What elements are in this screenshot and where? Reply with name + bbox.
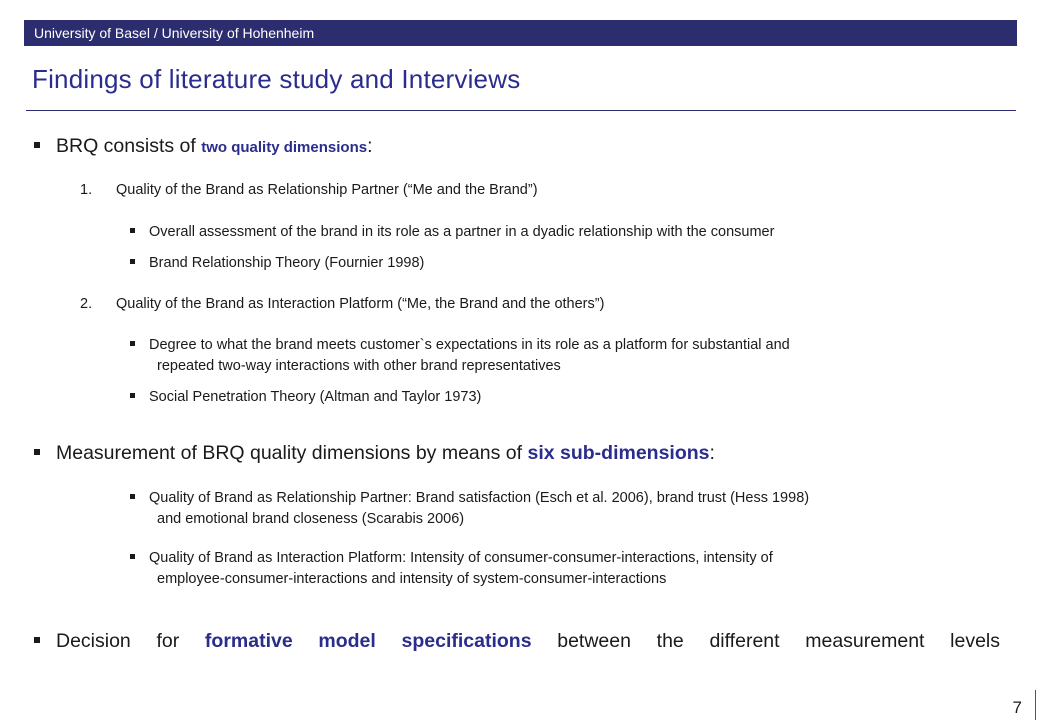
page-number-divider [1035, 690, 1036, 720]
square-bullet-icon [130, 228, 135, 233]
slide-title: Findings of literature study and Interviews [32, 64, 521, 94]
dimension-item-1 [80, 182, 538, 198]
square-bullet-icon [130, 554, 135, 559]
sub-bullet-social-penetration [130, 387, 1010, 408]
sub-bullet-overall-assessment [130, 222, 1010, 243]
bullet-highlight: two quality dimensions [201, 139, 368, 156]
square-bullet-icon [130, 341, 135, 346]
sub-bullet-text: Quality of Brand as Relationship Partner: Brand satisfaction (Esch et al. 2006), brand trust (Hess 1998) [149, 490, 810, 506]
bullet-highlight: formative model specifications [204, 630, 532, 652]
bullet-formative-model [34, 630, 1000, 653]
bullet-quality-dimensions [34, 135, 373, 158]
square-bullet-icon [34, 142, 40, 148]
dimension-item-2 [80, 296, 604, 312]
square-bullet-icon [34, 637, 40, 643]
sub-bullet-fournier [130, 253, 1010, 274]
bullet-text-end: : [367, 135, 373, 157]
sub-bullet-relationship-partner [130, 488, 1010, 530]
institution-label: University of Basel / University of Hohenheim [34, 25, 315, 41]
bullet-text-end: between the different measurement levels [531, 630, 1000, 652]
list-number: 2. [80, 296, 93, 312]
square-bullet-icon [34, 449, 40, 455]
list-number: 1. [80, 182, 93, 198]
sub-bullet-degree [130, 335, 1010, 377]
sub-bullet-text-continued: employee-consumer-interactions and intensity of system-consumer-interactions [157, 571, 667, 587]
sub-bullet-text: Social Penetration Theory (Altman and Taylor 1973) [149, 389, 482, 405]
bullet-highlight: six sub-dimensions [527, 442, 710, 464]
dimension-text: Quality of the Brand as Interaction Platform (“Me, the Brand and the others”) [116, 296, 605, 312]
sub-bullet-text: Brand Relationship Theory (Fournier 1998) [149, 255, 425, 271]
square-bullet-icon [130, 494, 135, 499]
bullet-measurement [34, 442, 715, 465]
square-bullet-icon [130, 259, 135, 264]
square-bullet-icon [130, 393, 135, 398]
bullet-text-end: : [709, 442, 715, 464]
sub-bullet-text-continued: repeated two-way interactions with other brand representatives [157, 358, 561, 374]
page-number: 7 [1012, 698, 1022, 717]
bullet-text: Measurement of BRQ quality dimensions by means of [56, 442, 528, 464]
sub-bullet-text: Quality of Brand as Interaction Platform: Intensity of consumer-consumer-interactions, intensity of [149, 550, 773, 566]
sub-bullet-text-continued: and emotional brand closeness (Scarabis 2006) [157, 511, 465, 527]
sub-bullet-interaction-platform [130, 548, 1010, 590]
sub-bullet-text: Degree to what the brand meets customer`s expectations in its role as a platform for substantial and [149, 337, 790, 353]
bullet-text: BRQ consists of [56, 135, 202, 157]
dimension-text: Quality of the Brand as Relationship Partner (“Me and the Brand”) [116, 182, 538, 198]
bullet-text: Decision for [56, 630, 205, 652]
sub-bullet-text: Overall assessment of the brand in its role as a partner in a dyadic relationship with the consumer [149, 224, 775, 240]
